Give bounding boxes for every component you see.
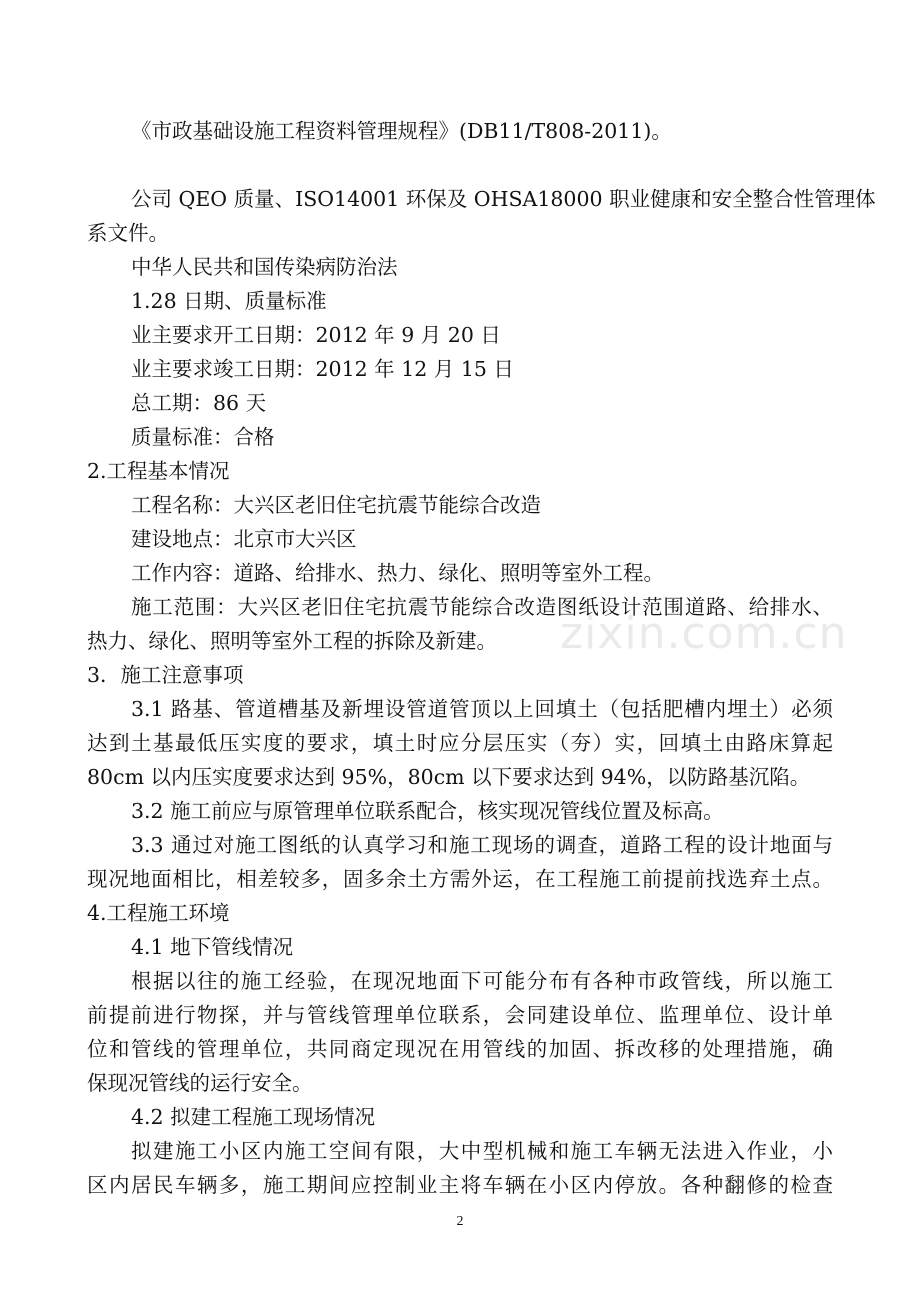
section-heading: 4.工程施工环境 xyxy=(87,901,230,925)
text-line: 达到土基最低压实度的要求，填土时应分层压实（夯）实，回填土由路床算起 xyxy=(87,731,833,755)
text-line: 保现况管线的运行安全。 xyxy=(87,1071,313,1095)
text-line: 拟建施工小区内施工空间有限，大中型机械和施工车辆无法进入作业，小 xyxy=(131,1139,833,1163)
text-line: 业主要求竣工日期：2012 年 12 月 15 日 xyxy=(131,357,514,381)
text-line: 热力、绿化、照明等室外工程的拆除及新建。 xyxy=(87,629,497,653)
text-line: 前提前进行物探，并与管线管理单位联系，会同建设单位、监理单位、设计单 xyxy=(87,1003,833,1027)
text-line: 建设地点：北京市大兴区 xyxy=(131,527,357,551)
text-line: 公司 QEO 质量、ISO14001 环保及 OHSA18000 职业健康和安全整合性管理体 xyxy=(131,187,876,211)
text-line: 3.3 通过对施工图纸的认真学习和施工现场的调查，道路工程的设计地面与 xyxy=(131,833,833,857)
text-line: 3.2 施工前应与原管理单位联系配合，核实现况管线位置及标高。 xyxy=(131,799,724,823)
text-line: 根据以往的施工经验，在现况地面下可能分布有各种市政管线，所以施工 xyxy=(131,969,833,993)
text-line: 区内居民车辆多，施工期间应控制业主将车辆在小区内停放。各种翻修的检查 xyxy=(87,1173,833,1197)
text-line: 工作内容：道路、给排水、热力、绿化、照明等室外工程。 xyxy=(131,561,664,585)
section-heading: 3．施工注意事项 xyxy=(87,663,244,687)
text-line: 1.28 日期、质量标准 xyxy=(131,289,327,313)
text-line: 工程名称：大兴区老旧住宅抗震节能综合改造 xyxy=(131,493,541,517)
text-line: 4.2 拟建工程施工现场情况 xyxy=(131,1105,376,1129)
text-line: 4.1 地下管线情况 xyxy=(131,935,294,959)
page-number: 2 xyxy=(456,1214,464,1229)
section-heading: 2.工程基本情况 xyxy=(87,459,230,483)
text-line: 施工范围：大兴区老旧住宅抗震节能综合改造图纸设计范围道路、给排水、 xyxy=(131,595,833,619)
text-line: 总工期：86 天 xyxy=(131,391,267,415)
watermark: zixin.com.cn xyxy=(560,608,848,659)
text-line: 位和管线的管理单位，共同商定现况在用管线的加固、拆改移的处理措施，确 xyxy=(87,1037,833,1061)
text-line: 80cm 以内压实度要求达到 95%，80cm 以下要求达到 94%，以防路基沉陷。 xyxy=(87,765,811,789)
text-line: 系文件。 xyxy=(87,221,169,245)
text-line: 现况地面相比，相差较多，固多余土方需外运，在工程施工前提前找选弃土点。 xyxy=(87,867,833,891)
text-line: 中华人民共和国传染病防治法 xyxy=(131,255,398,279)
text-line: 3.1 路基、管道槽基及新埋设管道管顶以上回填土（包括肥槽内埋土）必须 xyxy=(131,697,833,721)
text-line: 业主要求开工日期：2012 年 9 月 20 日 xyxy=(131,323,501,347)
text-line: 《市政基础设施工程资料管理规程》(DB11/T808-2011)。 xyxy=(131,119,672,143)
text-line: 质量标准：合格 xyxy=(131,425,275,449)
